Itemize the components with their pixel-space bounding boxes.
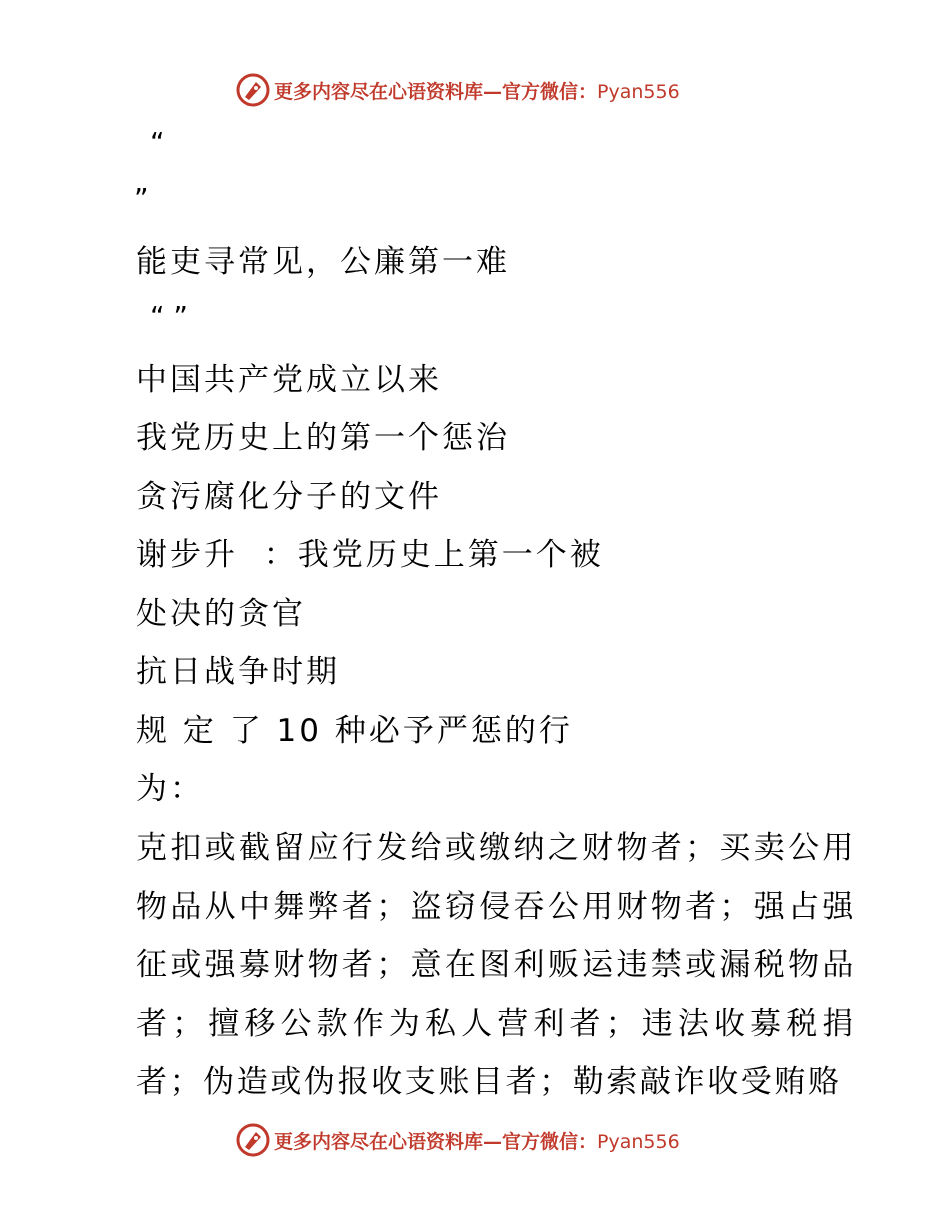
text-line-1: 能吏寻常见，公廉第一难 xyxy=(136,244,510,280)
text-line-3: 我党历史上的第一个惩治 xyxy=(136,420,510,456)
text-line-8: 规 定 了 10 种必予严惩的行 xyxy=(136,713,573,749)
close-quote: ” xyxy=(134,182,149,215)
text-line-5: 谢步升 ：我党历史上第一个被 xyxy=(136,537,604,573)
watermark-text: 更多内容尽在心语资料库—官方微信：Pyan556 xyxy=(274,1130,680,1153)
footer-watermark xyxy=(236,1122,680,1158)
text-line-6: 处决的贪官 xyxy=(136,596,306,632)
text-line-2: 中国共产党成立以来 xyxy=(136,362,442,398)
text-line-7: 抗日战争时期 xyxy=(136,654,340,690)
pen-nib-logo-icon xyxy=(236,1123,270,1157)
text-line-4: 贪污腐化分子的文件 xyxy=(136,479,442,515)
quote-pair: “ ” xyxy=(150,300,188,333)
text-line-9: 为： xyxy=(136,771,204,807)
watermark-text: 更多内容尽在心语资料库—官方微信：Pyan556 xyxy=(274,80,680,103)
body-paragraph: 克扣或截留应行发给或缴纳之财物者；买卖公用物品从中舞弊者；盗窃侵吞公用财物者；强占强征或强募财物者；意在图利贩运违禁或漏税物品者；擅移公款作为私人营利者；违法收募税捐者；伪造或伪报收支账目者；勒索敲诈收受贿赂 xyxy=(136,830,856,1100)
open-quote: “ xyxy=(150,126,165,159)
pen-nib-logo-icon xyxy=(236,73,270,107)
header-watermark xyxy=(236,72,680,108)
